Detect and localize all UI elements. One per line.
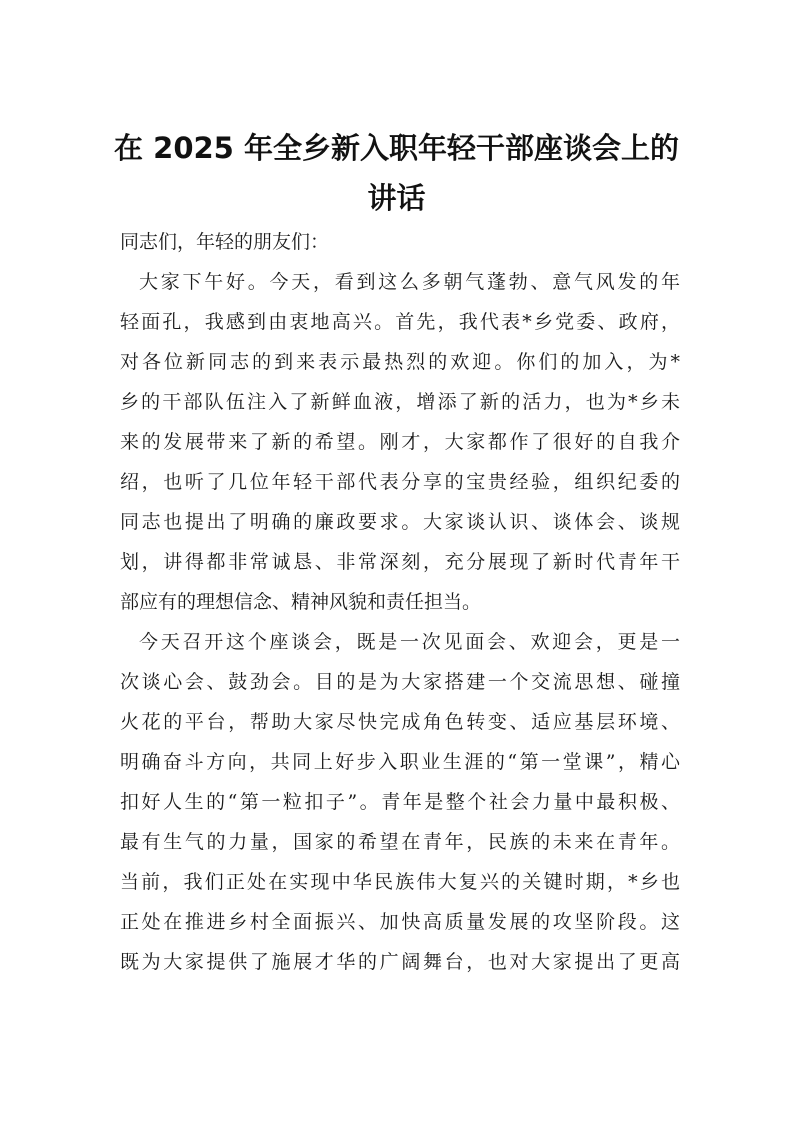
document-title-line-2: 讲话 bbox=[367, 181, 426, 215]
body-line: 大家下午好。今天，看到这么多朝气蓬勃、意气风发的年 bbox=[139, 271, 680, 293]
body-line: 绍，也听了几位年轻干部代表分享的宝贵经验，组织纪委的 bbox=[120, 471, 680, 493]
body-line: 明确奋斗方向，共同上好步入职业生涯的“第一堂课”，精心 bbox=[120, 751, 680, 773]
body-line: 次谈心会、鼓劲会。目的是为大家搭建一个交流思想、碰撞 bbox=[120, 671, 680, 693]
body-line: 扣好人生的“第一粒扣子”。青年是整个社会力量中最积极、 bbox=[120, 791, 680, 813]
body-line: 划，讲得都非常诚恳、非常深刻，充分展现了新时代青年干 bbox=[120, 551, 680, 573]
document-body bbox=[120, 222, 680, 982]
body-line: 今天召开这个座谈会，既是一次见面会、欢迎会，更是一 bbox=[139, 631, 680, 653]
salutation: 同志们，年轻的朋友们： bbox=[120, 231, 330, 253]
body-line: 对各位新同志的到来表示最热烈的欢迎。你们的加入，为* bbox=[120, 351, 680, 373]
body-line: 当前，我们正处在实现中华民族伟大复兴的关键时期，*乡也 bbox=[120, 871, 680, 893]
body-line: 正处在推进乡村全面振兴、加快高质量发展的攻坚阶段。这 bbox=[120, 911, 680, 933]
body-line: 最有生气的力量，国家的希望在青年，民族的未来在青年。 bbox=[120, 831, 680, 853]
body-line: 轻面孔，我感到由衷地高兴。首先，我代表*乡党委、政府， bbox=[120, 311, 680, 333]
body-line: 部应有的理想信念、精神风貌和责任担当。 bbox=[120, 591, 482, 613]
body-line: 火花的平台，帮助大家尽快完成角色转变、适应基层环境、 bbox=[120, 711, 680, 733]
body-line: 同志也提出了明确的廉政要求。大家谈认识、谈体会、谈规 bbox=[120, 511, 680, 533]
body-line: 既为大家提供了施展才华的广阔舞台，也对大家提出了更高 bbox=[120, 951, 680, 973]
body-line: 乡的干部队伍注入了新鲜血液，增添了新的活力，也为*乡未 bbox=[120, 391, 680, 413]
body-line: 来的发展带来了新的希望。刚才，大家都作了很好的自我介 bbox=[120, 431, 680, 453]
document-title-line-1: 在 2025 年全乡新入职年轻干部座谈会上的 bbox=[114, 131, 679, 165]
